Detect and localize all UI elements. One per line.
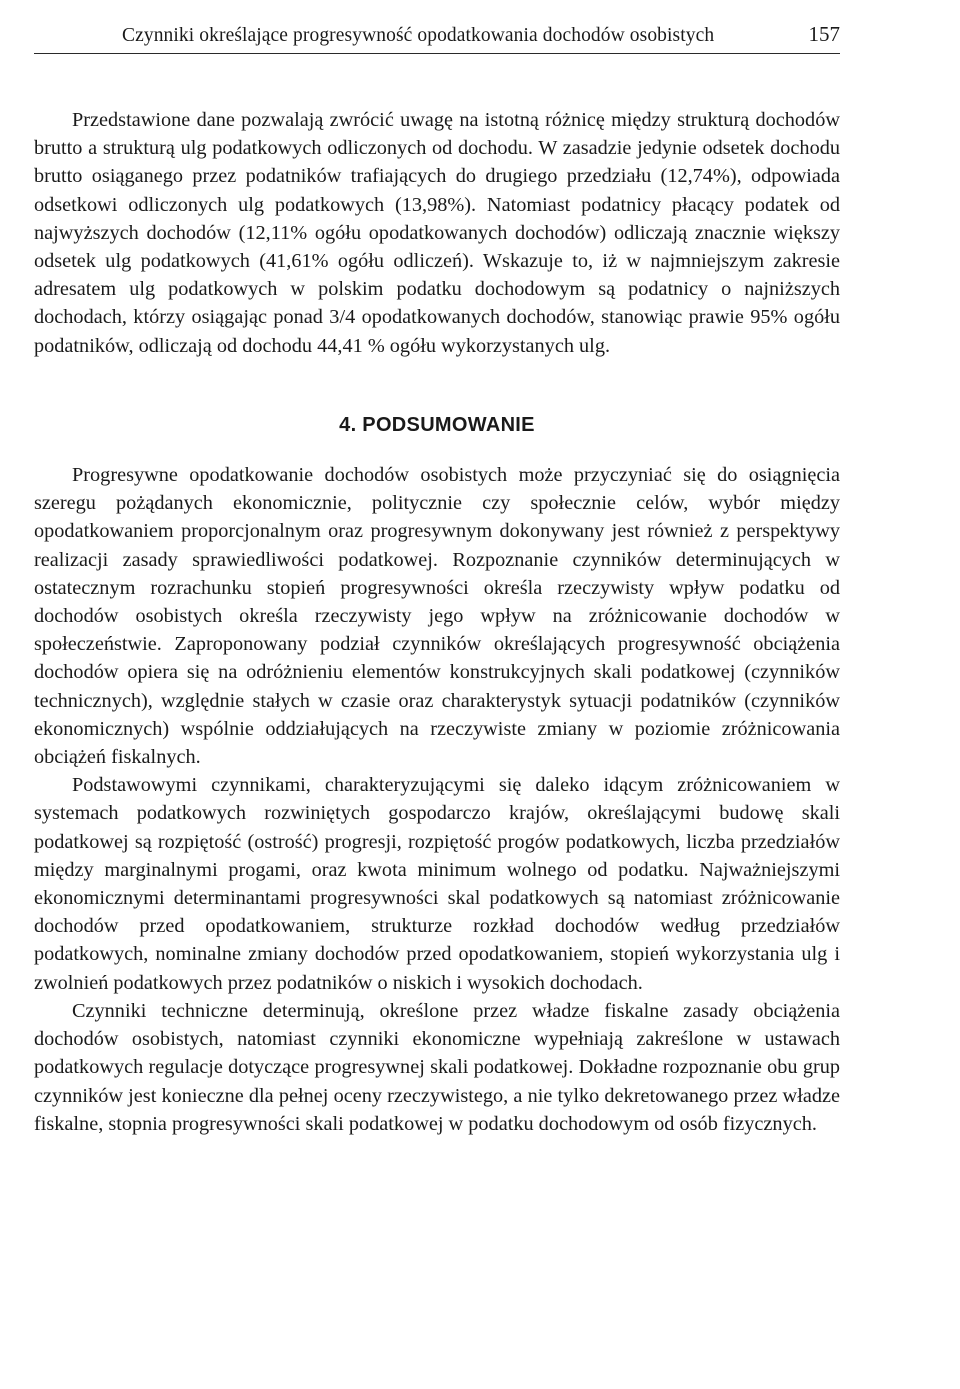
paragraph-summary-3: Czynniki techniczne determinują, określone przez władze fiskalne zasady obciążenia dochodów osobistych, natomiast czynniki ekonomiczne wypełniają zakreślone w ustawach podatkowych regulacje dotyczące progresywnej skali podatkowej. Dokładne rozpoznanie obu grup czynników jest konieczne dla pełnej oceny rzeczywistego, a nie tylko dekretowanego przez władze fiskalne, stopnia progresywności skali podatkowej w podatku dochodowym od osób fizycznych. <box>34 999 840 1135</box>
page-number: 157 <box>808 22 840 46</box>
running-title: Czynniki określające progresywność opodatkowania dochodów osobistych <box>122 25 715 46</box>
paragraph-intro: Przedstawione dane pozwalają zwrócić uwagę na istotną różnicę między strukturą dochodów brutto a strukturą ulg podatkowych odliczonych od dochodu. W zasadzie jedynie odsetek dochodu brutto osiąganego przez podatników trafiających do drugiego przedziału (12,74%), odpowiada odsetkowi odliczonych ulg podatkowych (13,98%). Natomiast podatnicy płacący podatek od najwyższych dochodów (12,11% ogółu opodatkowanych dochodów) odliczają znacznie większy odsetek ulg podatkowych (41,61% ogółu odliczeń). Wskazuje to, iż w najmniejszym zakresie adresatem ulg podatkowych w polskim podatku dochodowym są podatnicy o najniższych dochodach, którzy osiągając ponad 3/4 opodatkowanych dochodów, stanowiąc prawie 95% ogółu podatników, odliczają od dochodu 44,41 % ogółu wykorzystanych ulg. <box>34 109 840 357</box>
running-header <box>34 22 840 54</box>
document-page <box>34 22 840 1138</box>
paragraph-summary-2: Podstawowymi czynnikami, charakteryzującymi się daleko idącym zróżnicowaniem w systemach podatkowych rozwiniętych gospodarczo krajów, określającymi budowę skali podatkowej są rozpiętość (ostrość) progresji, rozpiętość progów podatkowych, liczba przedziałów między marginalnymi progami, oraz kwota minimum wolnego od podatku. Najważniejszymi ekonomicznymi determinantami progresywności skal podatkowych są natomiast zróżnicowanie dochodów przed opodatkowaniem, strukturze rozkład dochodów według przedziałów podatkowych, nominalne zmiany dochodów przed opodatkowaniem, stopień wykorzystania ulg i zwolnień podatkowych przez podatników o niskich i wysokich dochodach. <box>34 774 840 994</box>
body-text <box>34 106 840 1138</box>
paragraph-summary-1: Progresywne opodatkowanie dochodów osobistych może przyczyniać się do osiągnięcia szeregu pożądanych ekonomicznie, politycznie czy społecznie celów, wybór między opodatkowaniem proporcjonalnym oraz progresywnym dokonywany jest również z perspektywy realizacji zasady sprawiedliwości podatkowej. Rozpoznanie czynników determinujących w ostatecznym rozrachunku stopień progresywności określa rzeczywisty wpływ podatku od dochodów osobistych określa rzeczywisty jego wpływ na zróżnicowanie dochodów w społeczeństwie. Zaproponowany podział czynników określających progresywność obciążenia dochodów opiera się na odróżnieniu elementów konstrukcyjnych skali podatkowej (czynników technicznych), względnie stałych w czasie oraz charakterystyk sytuacji podatników (czynników ekonomicznych) wspólnie oddziałujących na rzeczywiste zmiany w poziomie zróżnicowania obciążeń fiskalnych. <box>34 464 840 769</box>
section-heading: 4. PODSUMOWANIE <box>339 413 535 436</box>
